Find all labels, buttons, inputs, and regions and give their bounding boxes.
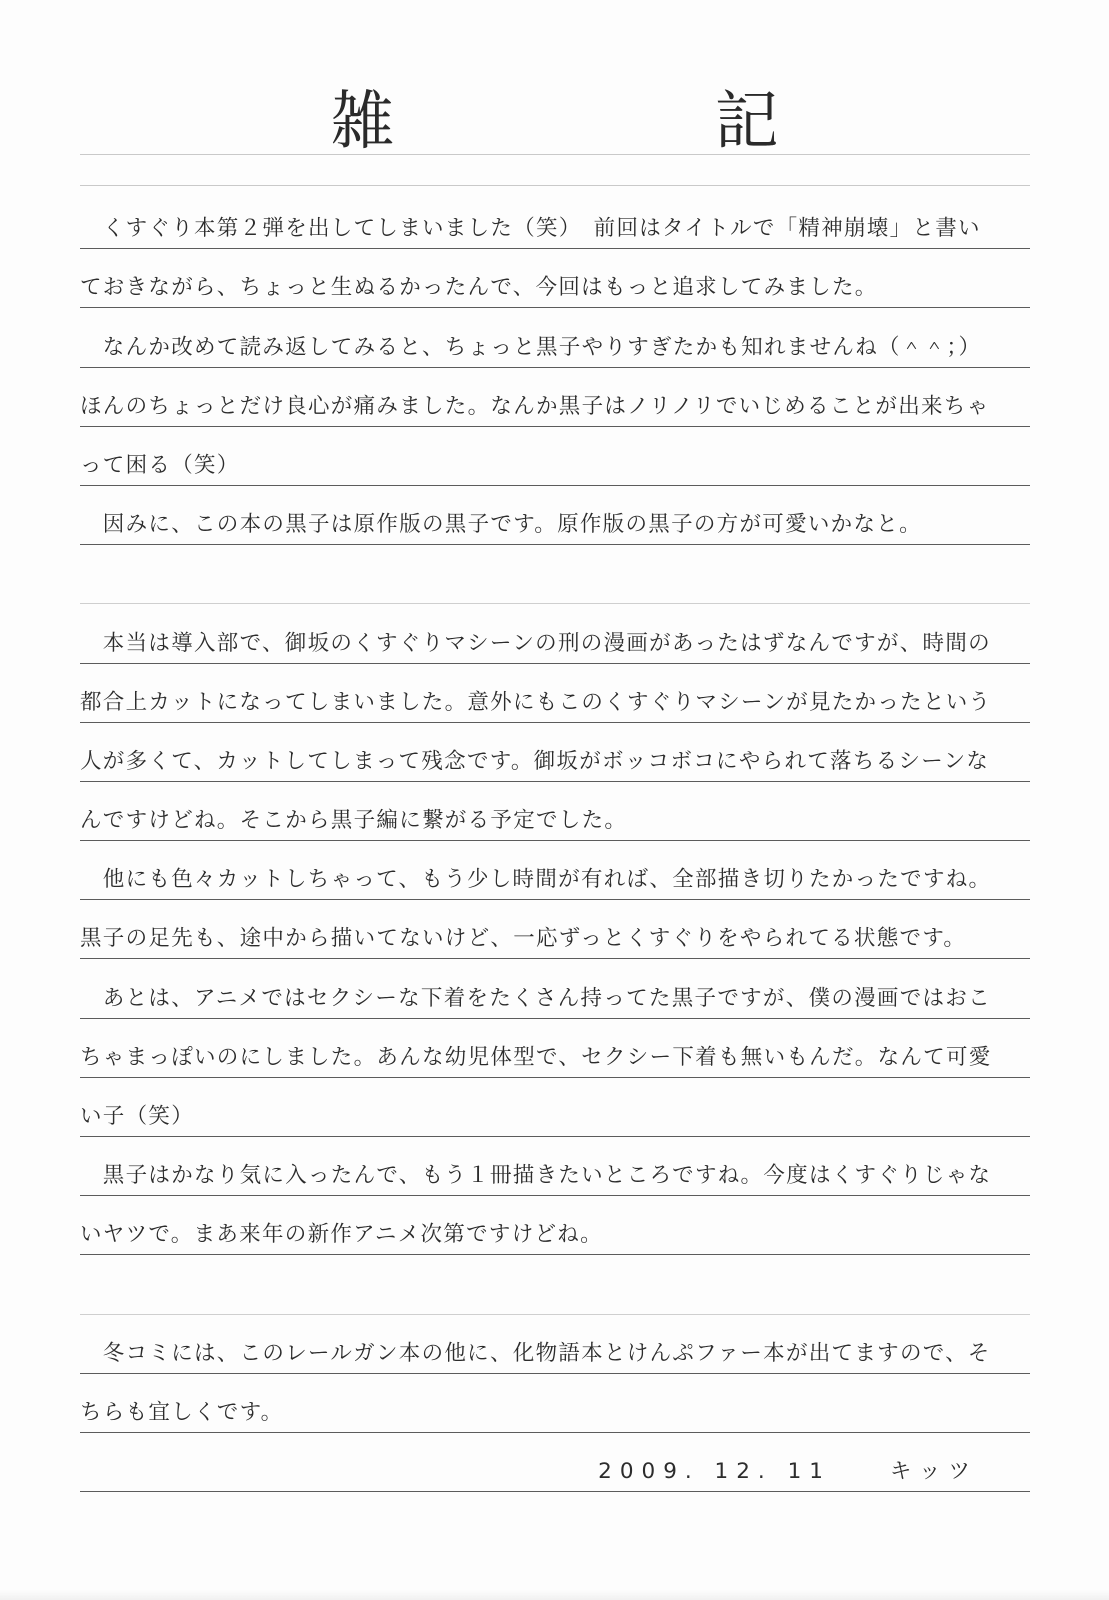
- text-line: 都合上カットになってしまいました。意外にもこのくすぐりマシーンが見たかったという: [80, 664, 1030, 723]
- text-line: くすぐり本第２弾を出してしまいました（笑） 前回はタイトルで「精神崩壊」と書い: [80, 190, 1030, 249]
- text-line: ちらも宜しくです。: [80, 1374, 1030, 1433]
- signature-line: [80, 1433, 1030, 1492]
- text-line: あとは、アニメではセクシーな下着をたくさん持ってた黒子ですが、僕の漫画ではおこ: [80, 959, 1030, 1018]
- blank-line: [80, 545, 1030, 604]
- page-title: 雑 記: [330, 85, 929, 159]
- text-line: んですけどね。そこから黒子編に繋がる予定でした。: [80, 782, 1030, 841]
- text-line: ちゃまっぽいのにしました。あんな幼児体型で、セクシー下着も無いもんだ。なんて可愛: [80, 1019, 1030, 1078]
- title-rule-lower: [80, 185, 1030, 186]
- text-line: 冬コミには、このレールガン本の他に、化物語本とけんぷファー本が出てますので、そ: [80, 1315, 1030, 1374]
- text-line: 黒子はかなり気に入ったんで、もう１冊描きたいところですね。今度はくすぐりじゃな: [80, 1137, 1030, 1196]
- title-rule-upper: [80, 154, 1030, 155]
- blank-line: [80, 1255, 1030, 1314]
- text-line: 本当は導入部で、御坂のくすぐりマシーンの刑の漫画があったはずなんですが、時間の: [80, 604, 1030, 663]
- text-line: ほんのちょっとだけ良心が痛みました。なんか黒子はノリノリでいじめることが出来ちゃ: [80, 368, 1030, 427]
- text-line: 黒子の足先も、途中から描いてないけど、一応ずっとくすぐりをやられてる状態です。: [80, 900, 1030, 959]
- text-line: 因みに、この本の黒子は原作版の黒子です。原作版の黒子の方が可愛いかなと。: [80, 486, 1030, 545]
- date-signature: 2009. 12. 11 キッツ: [598, 1459, 978, 1485]
- page-edge: [0, 1590, 1109, 1600]
- text-line: 人が多くて、カットしてしまって残念です。御坂がボッコボコにやられて落ちるシーンな: [80, 723, 1030, 782]
- ruled-text-body: [80, 190, 1030, 1492]
- text-line: い子（笑）: [80, 1078, 1030, 1137]
- text-line: ておきながら、ちょっと生ぬるかったんで、今回はもっと追求してみました。: [80, 249, 1030, 308]
- text-line: いヤツで。まあ来年の新作アニメ次第ですけどね。: [80, 1196, 1030, 1255]
- text-line: 他にも色々カットしちゃって、もう少し時間が有れば、全部描き切りたかったですね。: [80, 841, 1030, 900]
- text-line: って困る（笑）: [80, 427, 1030, 486]
- text-line: なんか改めて読み返してみると、ちょっと黒子やりすぎたかも知れませんね（＾＾；）: [80, 308, 1030, 367]
